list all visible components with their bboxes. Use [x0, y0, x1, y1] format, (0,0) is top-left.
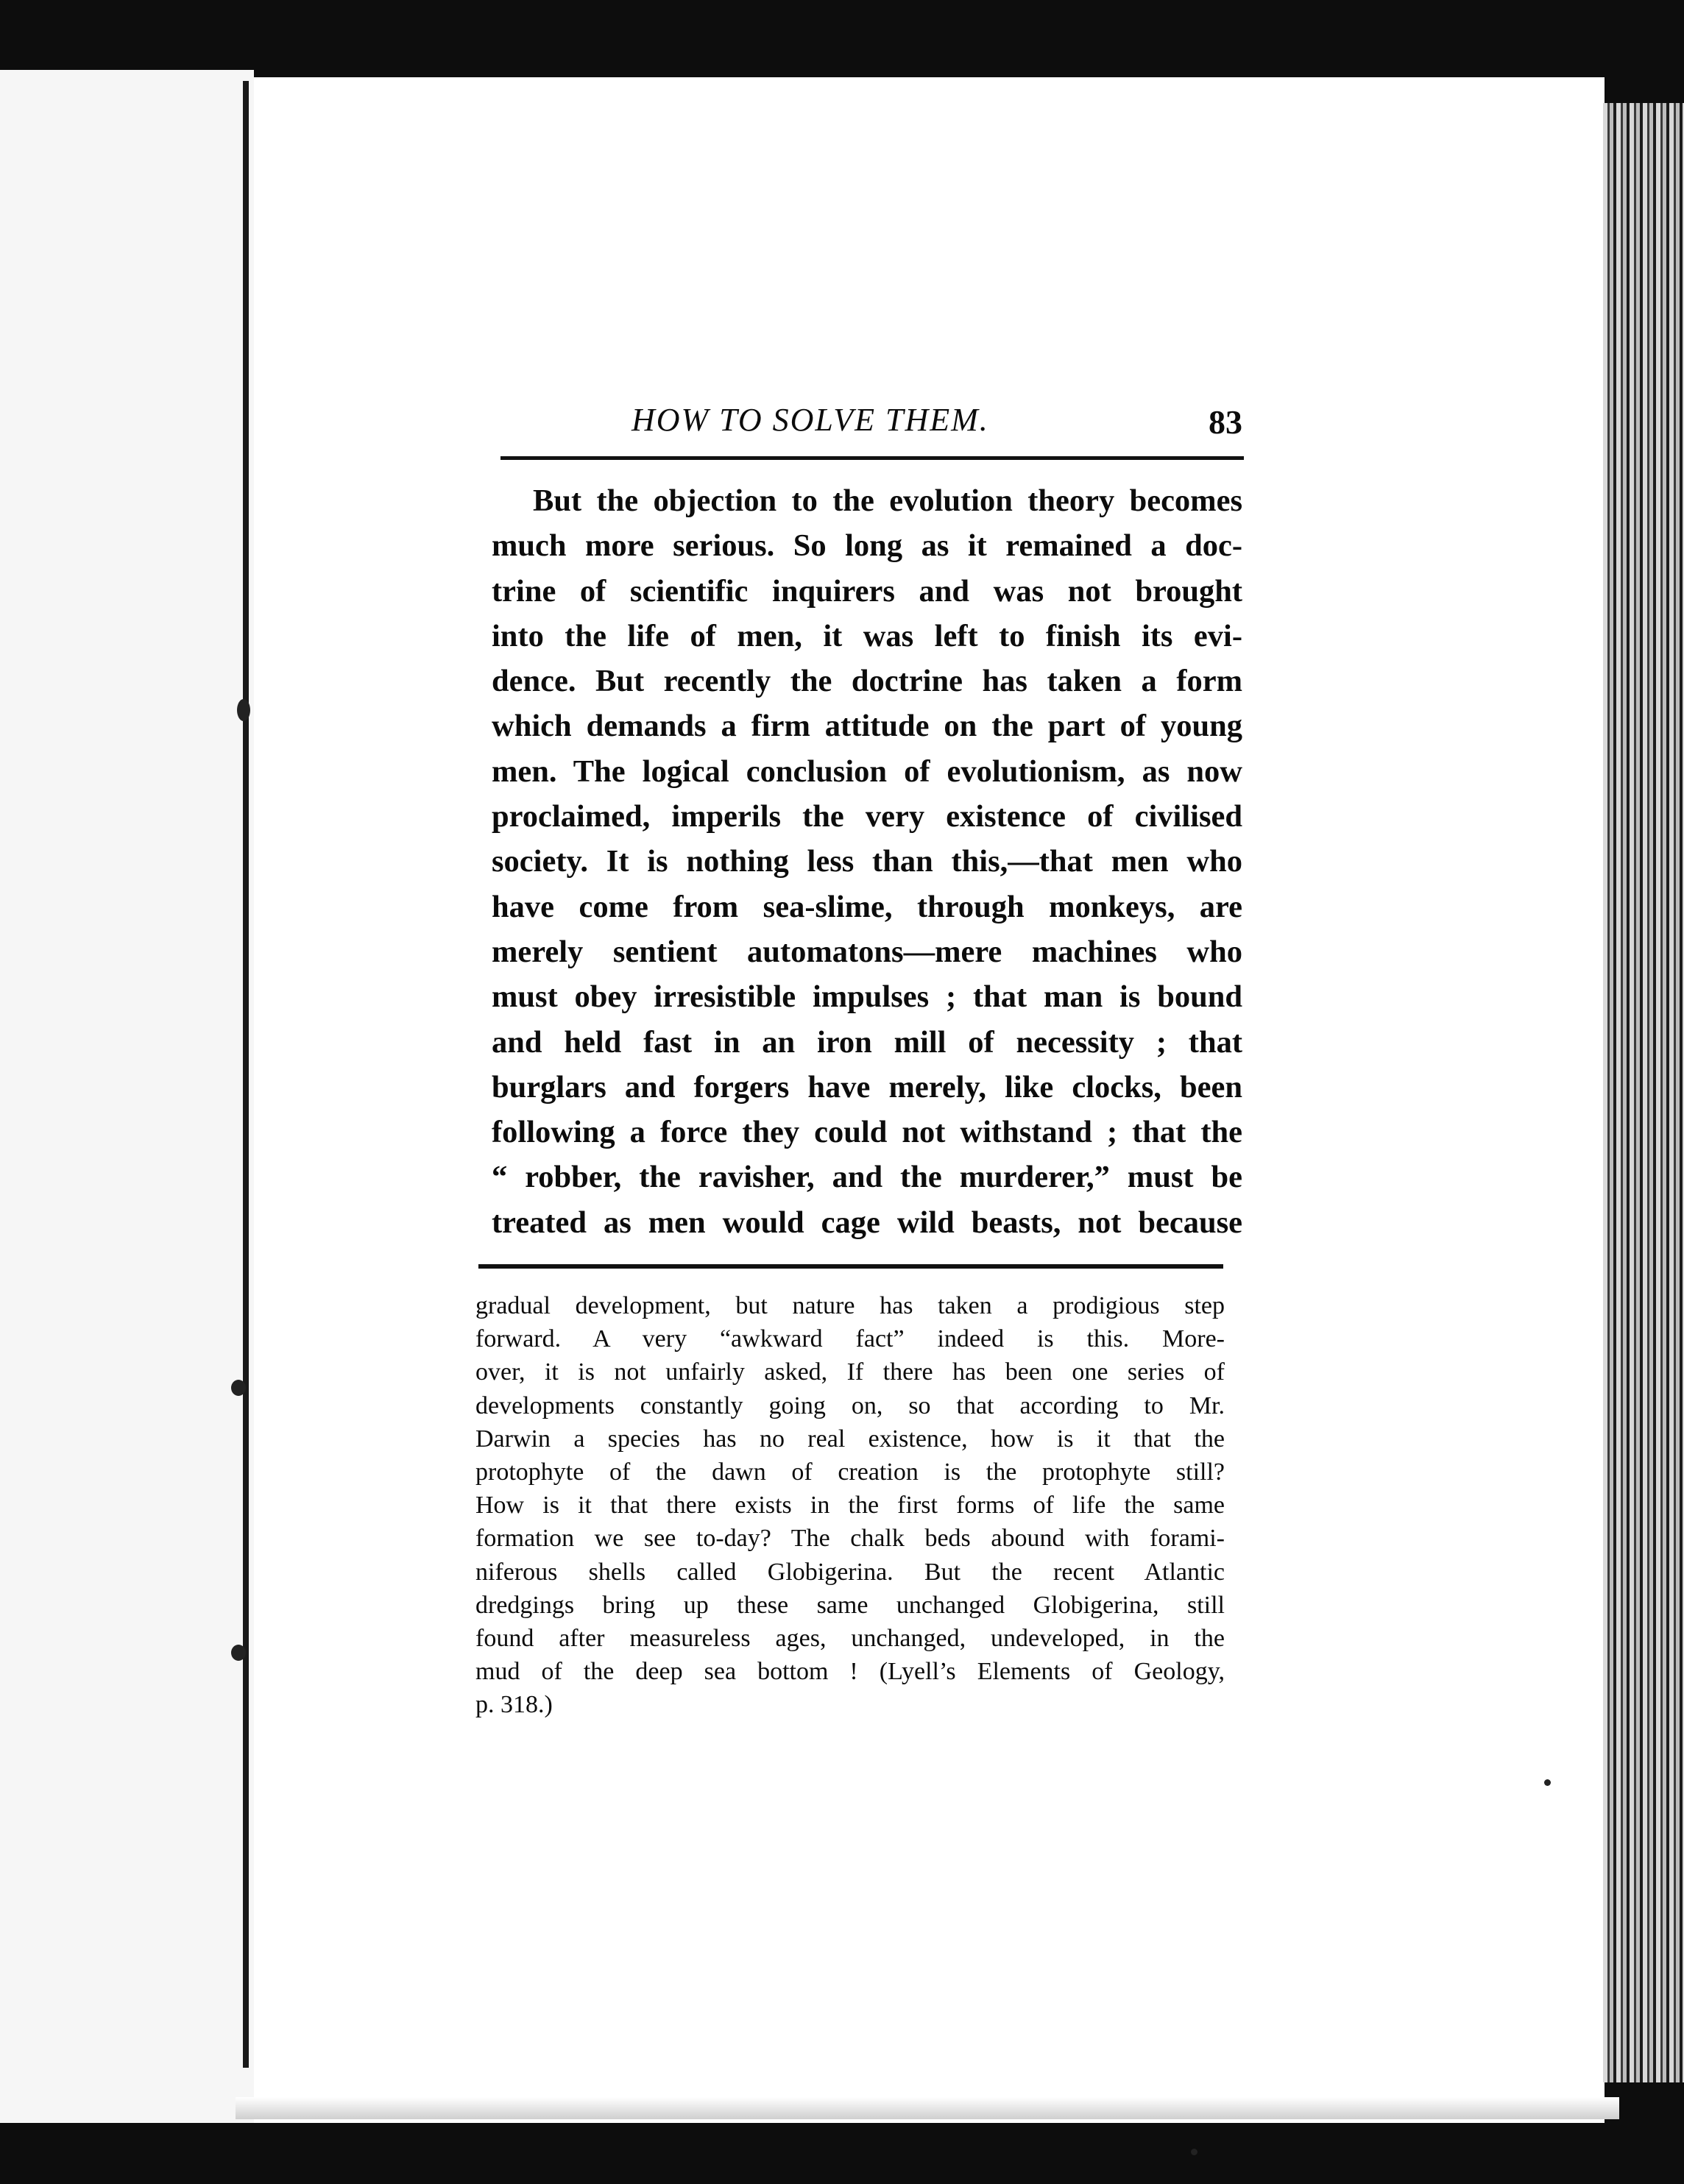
- footnote-line: mud of the deep sea bottom ! (Lyell’s Elements of Geology,: [475, 1658, 1225, 1686]
- footnote-line: formation we see to-day? The chalk beds abound with forami-: [475, 1525, 1225, 1553]
- binding-mark: [231, 1645, 246, 1661]
- body-line: treated as men would cage wild beasts, not because: [492, 1205, 1242, 1240]
- speck-mark: [1544, 1779, 1551, 1786]
- footnote-line: protophyte of the dawn of creation is the protophyte still?: [475, 1458, 1225, 1486]
- gutter-binding-line: [243, 81, 249, 2068]
- footnote-line: gradual development, but nature has taken a prodigious step: [475, 1292, 1225, 1319]
- footnote-line: dredgings bring up these same unchanged Globigerina, still: [475, 1591, 1225, 1619]
- body-line: into the life of men, it was left to finish its evi-: [492, 618, 1242, 653]
- running-header: [477, 401, 1242, 453]
- page-number: 83: [1209, 403, 1242, 441]
- binding-mark: [231, 1380, 246, 1396]
- body-line: following a force they could not withstand ; that the: [492, 1115, 1242, 1150]
- body-line: have come from sea-slime, through monkeys, are: [492, 889, 1242, 924]
- body-line: “ robber, the ravisher, and the murderer,” must be: [492, 1160, 1242, 1195]
- body-line: merely sentient automatons—mere machines who: [492, 934, 1242, 969]
- footnote-line: developments constantly going on, so that according to Mr.: [475, 1391, 1225, 1419]
- left-facing-page: [0, 70, 254, 2123]
- footnote-line: found after measureless ages, unchanged, undeveloped, in the: [475, 1625, 1225, 1653]
- footnote-line: p. 318.): [475, 1691, 553, 1719]
- footnote: [475, 1289, 1225, 1722]
- page-bottom-shadow: [236, 2097, 1619, 2119]
- footnote-line: forward. A very “awkward fact” indeed is this. More-: [475, 1325, 1225, 1353]
- footnote-line: Darwin a species has no real existence, how is it that the: [475, 1425, 1225, 1453]
- body-line: society. It is nothing less than this,—that men who: [492, 844, 1242, 879]
- book-page-edges: [1603, 103, 1684, 2082]
- body-line: must obey irresistible impulses ; that man is bound: [492, 979, 1242, 1015]
- header-rule: [500, 456, 1244, 460]
- body-paragraph: [492, 478, 1242, 1245]
- footnote-line: niferous shells called Globigerina. But the recent Atlantic: [475, 1558, 1225, 1586]
- running-title: HOW TO SOLVE THEM.: [632, 402, 989, 438]
- body-line: which demands a firm attitude on the part of young: [492, 709, 1242, 744]
- footnote-line: over, it is not unfairly asked, If there has been one series of: [475, 1358, 1225, 1386]
- body-line: and held fast in an iron mill of necessity ; that: [492, 1024, 1242, 1060]
- binding-mark: [237, 699, 250, 721]
- speck-mark: [1191, 2149, 1197, 2155]
- body-line: much more serious. So long as it remained a doc-: [492, 528, 1242, 564]
- body-line: dence. But recently the doctrine has taken a form: [492, 664, 1242, 699]
- footnote-rule: [478, 1264, 1223, 1269]
- body-line: burglars and forgers have merely, like clocks, been: [492, 1069, 1242, 1105]
- footnote-line: How is it that there exists in the first forms of life the same: [475, 1492, 1225, 1520]
- body-line: proclaimed, imperils the very existence of civilised: [492, 799, 1242, 834]
- body-line: trine of scientific inquirers and was not brought: [492, 573, 1242, 609]
- body-line: men. The logical conclusion of evolutionism, as now: [492, 754, 1242, 789]
- body-line: But the objection to the evolution theory becomes: [533, 483, 1242, 518]
